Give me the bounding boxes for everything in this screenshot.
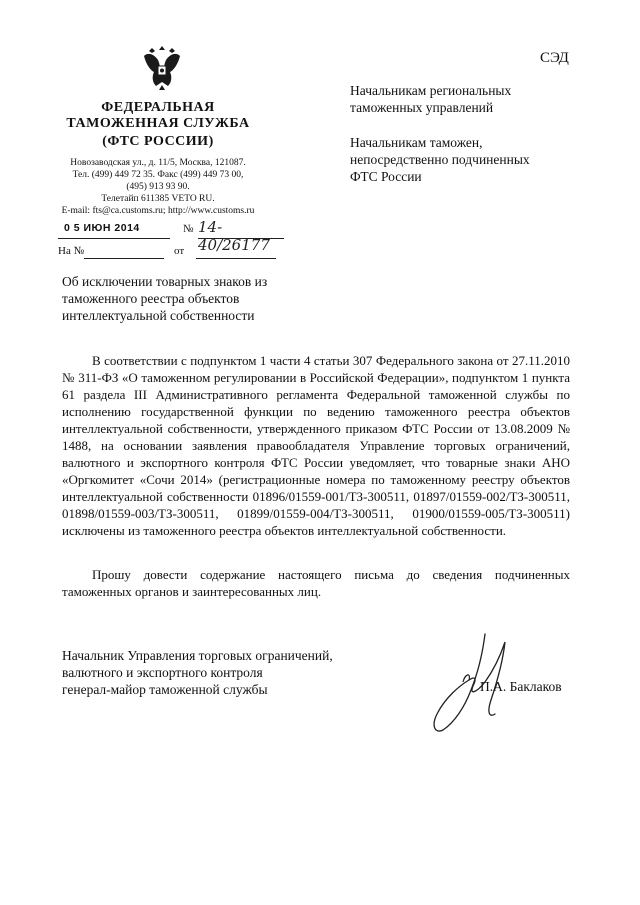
addressee-regional	[350, 82, 600, 116]
position-line: валютного и экспортного контроля	[62, 665, 263, 680]
org-short-name: (ФТС РОССИИ)	[102, 134, 214, 149]
subject-line: таможенного реестра объектов	[62, 291, 240, 306]
org-phone-fax: Тел. (499) 449 72 35. Факс (499) 449 73 00,	[72, 170, 244, 180]
org-name-line1: ФЕДЕРАЛЬНАЯ	[101, 100, 215, 115]
addressee-line: Начальникам таможен,	[350, 135, 483, 150]
registration-date: 0 5 ИЮН 2014	[64, 222, 140, 234]
position-line: генерал-майор таможенной службы	[62, 682, 268, 697]
position-line: Начальник Управления торговых ограничений,	[62, 648, 333, 663]
double-headed-eagle-emblem-icon	[140, 42, 184, 94]
org-phone2: (495) 913 93 90.	[126, 182, 190, 192]
registration-number: 14-40/26177	[198, 218, 270, 254]
reference-line	[58, 245, 288, 265]
org-address: Новозаводская ул., д. 11/5, Москва, 121087.	[70, 158, 246, 168]
signatory-name: П.А. Баклаков	[480, 679, 562, 694]
org-teletype: Телетайп 611385 VETO RU.	[101, 194, 215, 204]
signatory-position	[62, 647, 382, 698]
addressee-line: ФТС России	[350, 169, 422, 184]
body-paragraph-2: Прошу довести содержание настоящего письма до сведения подчиненных таможенных органов и заинтересованных лиц.	[62, 567, 570, 599]
addressee-line: непосредственно подчиненных	[350, 152, 530, 167]
addressee-line: таможенных управлений	[350, 100, 494, 115]
addressee-line: Начальникам региональных	[350, 83, 512, 98]
addressee-customs	[350, 134, 600, 185]
body-paragraph-1: В соответствии с подпунктом 1 части 4 статьи 307 Федерального закона от 27.11.2010 № 311-ФЗ «О таможенном регулировании в Российской Федерации», подпунктом 1 пункта 61 раздела III Административного регламента Федеральной таможенной службы по исполнению государственной функции по ведению таможенного реестра объектов интеллектуальной собственности, утвержденного приказом ФТС России от 13.08.2009 № 1488, на основании заявления правообладателя Управление торговых ограничений, валютного и экспортного контроля ФТС России уведомляет, что товарные знаки АНО «Оргкомитет «Сочи 2014» (регистрационные номера по таможенному реестру объектов интеллектуальной собственности 01896/01559-001/ТЗ-300511, 01897/01559-002/ТЗ-300511, 01898/01559-003/ТЗ-300511, 01899/01559-004/ТЗ-300511, 01900/01559-005/ТЗ-300511) исключены из таможенного реестра объектов интеллектуальной собственности.	[62, 353, 570, 538]
subject-line: Об исключении товарных знаков из	[62, 274, 268, 289]
org-name-line2: ТАМОЖЕННАЯ СЛУЖБА	[66, 116, 250, 131]
letter-subject	[62, 273, 312, 324]
org-email-web: E-mail: fts@ca.customs.ru; http://www.customs.ru	[61, 206, 255, 216]
reference-label: На №	[58, 245, 85, 257]
reference-from-label: от	[174, 245, 185, 257]
registration-number-label: №	[183, 223, 194, 235]
subject-line: интеллектуальной собственности	[62, 308, 255, 323]
sed-label: СЭД	[540, 50, 569, 66]
